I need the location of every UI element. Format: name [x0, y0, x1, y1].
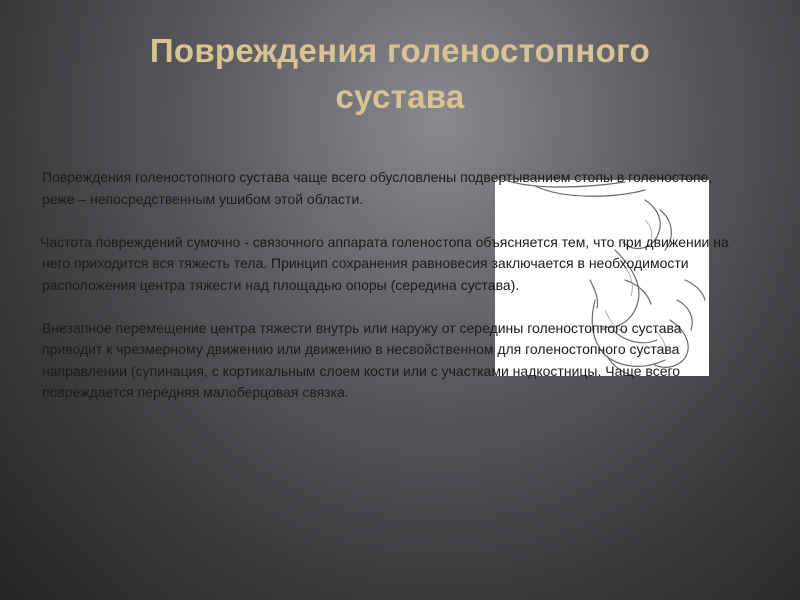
paragraph-2: Частота повреждений сумочно - связочного аппарата голеностопа объясняется тем, что при движении на него приходится вся тяжесть тела. Принцип сохранения равновесия заключается в необходимости расположения центра тяжести над площадью опоры (середина сустава).	[40, 233, 729, 293]
paragraph-3: Внезапное перемещение центра тяжести внутрь или наружу от середины голеностопного сустава приводит к чрезмерному движению или движению в несвойственном для голеностопного сустава направлении (супинация, с кортикальным слоем кости или с участками надкостницы. Чаще всего повреждается передняя малоберцовая связка.	[42, 319, 682, 400]
slide-title-line-1: Повреждения голеностопного	[149, 32, 651, 69]
paragraph-1: Повреждения голеностопного сустава чаще всего обусловлены подвертыванием стопы в голеностопе, реже – непосредственным ушибом этой области.	[42, 169, 713, 207]
slide-title-line-2: сустава	[335, 78, 465, 115]
slide-title	[40, 28, 760, 120]
slide-body	[42, 167, 732, 425]
